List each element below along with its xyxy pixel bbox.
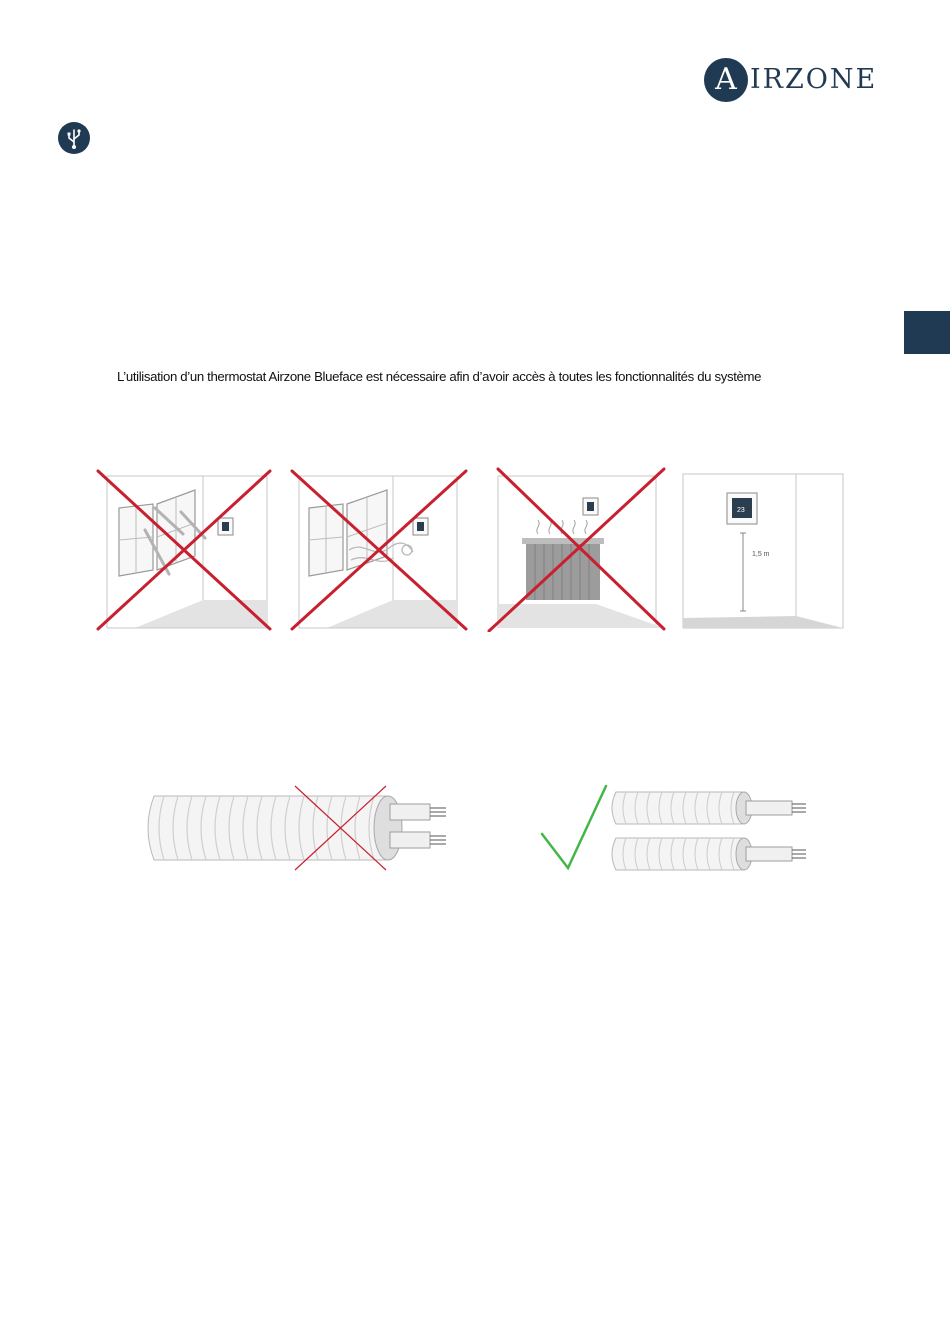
checkmark-icon (542, 786, 606, 868)
cable-separate-conduits-image (536, 782, 812, 874)
usb-icon (58, 122, 90, 154)
logo-initial: A (704, 58, 748, 102)
conduit-top (612, 792, 806, 824)
blueface-note: L’utilisation d’un thermostat Airzone Blueface est nécessaire afin d’avoir accès à toutes les fonctionnalités du système (117, 369, 762, 384)
placement-correct-image (682, 473, 846, 631)
logo-text: IRZONE (750, 64, 878, 95)
cable-shared-conduit-image (140, 782, 452, 874)
height-label: 1,5 m (752, 551, 770, 558)
placement-window-draft-image (95, 468, 273, 632)
section-tab (904, 311, 950, 354)
thermostat-display-value: 23 (737, 507, 745, 514)
placement-airflow-image (289, 468, 469, 632)
airzone-logo (704, 58, 878, 104)
conduit-bottom (612, 838, 806, 870)
placement-radiator-image (486, 466, 666, 632)
